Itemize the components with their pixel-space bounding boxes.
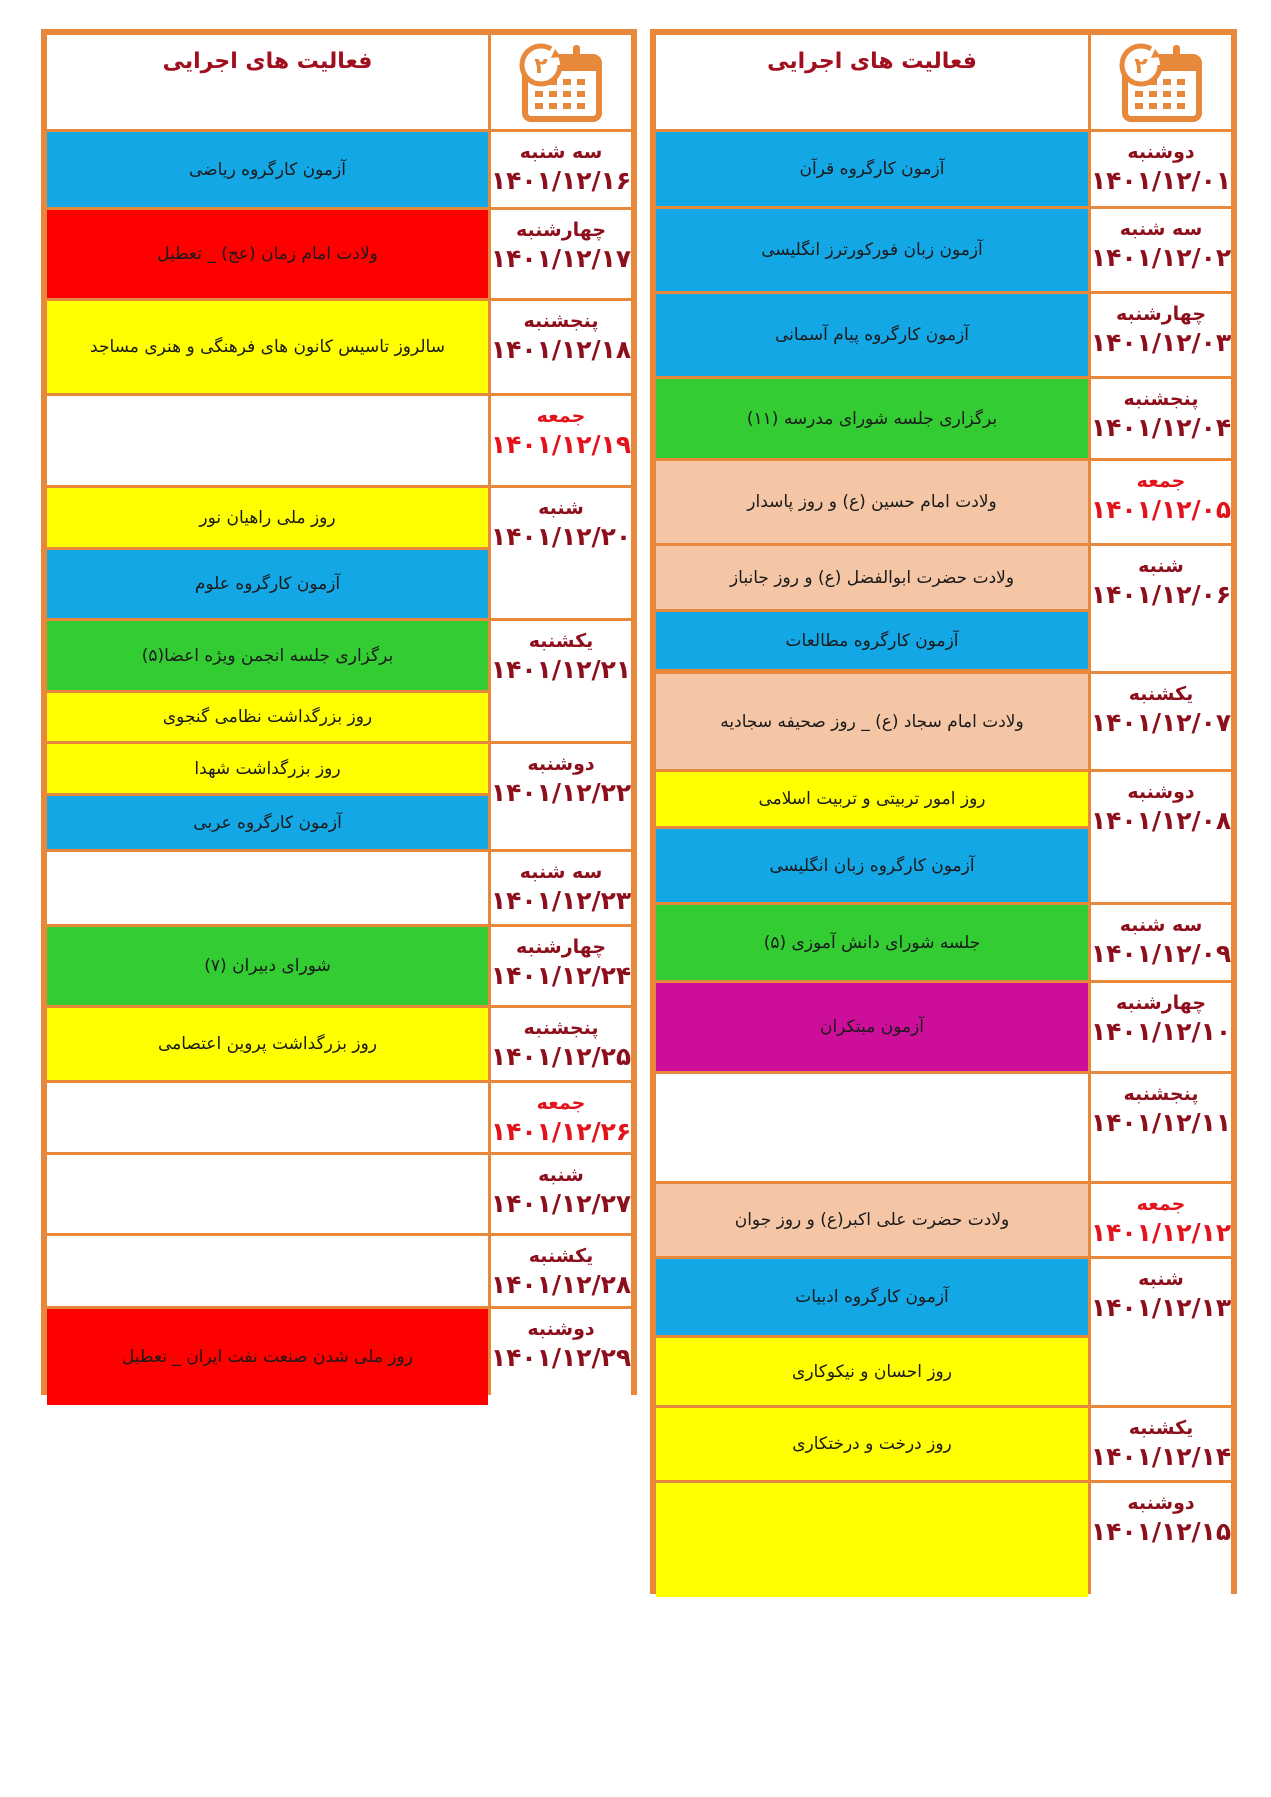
activity-item: روز بزرگداشت نظامی گنجوی	[47, 693, 488, 741]
date-cell	[1091, 379, 1231, 458]
weekday-label: پنجشنبه	[523, 1017, 599, 1039]
weekday-label: جمعه	[1136, 470, 1186, 492]
calendar-icon	[511, 39, 611, 125]
activity-cell	[47, 852, 488, 924]
date-cell	[1091, 983, 1231, 1071]
date-label: ۱۴۰۱/۱۲/۲۹	[490, 1343, 632, 1372]
activity-cell	[47, 927, 488, 1005]
weekday-label: سه شنبه	[519, 141, 603, 163]
date-cell	[491, 621, 631, 741]
date-label: ۱۴۰۱/۱۲/۲۶	[490, 1117, 632, 1146]
weekday-label: شنبه	[1138, 555, 1184, 577]
weekday-label: سه شنبه	[1119, 218, 1203, 240]
activity-cell	[656, 1259, 1088, 1405]
activity-cell	[656, 461, 1088, 543]
weekday-label: جمعه	[536, 1092, 586, 1114]
weekday-label: دوشنبه	[1127, 1492, 1195, 1514]
date-cell	[491, 301, 631, 393]
weekday-label: شنبه	[1138, 1268, 1184, 1290]
activity-cell	[47, 301, 488, 393]
date-cell	[491, 927, 631, 1005]
date-cell	[491, 1309, 631, 1405]
activity-item	[656, 1483, 1088, 1597]
weekday-label: دوشنبه	[1127, 781, 1195, 803]
date-label: ۱۴۰۱/۱۲/۱۲	[1090, 1218, 1232, 1247]
activity-cell	[656, 546, 1088, 671]
activity-cell	[47, 210, 488, 298]
date-label: ۱۴۰۱/۱۲/۲۲	[490, 778, 632, 807]
date-label: ۱۴۰۱/۱۲/۰۴	[1090, 413, 1232, 442]
date-label: ۱۴۰۱/۱۲/۱۰	[1090, 1017, 1232, 1046]
activity-item: سالروز تاسیس کانون های فرهنگی و هنری مساجد	[47, 301, 488, 393]
activity-item: آزمون کارگروه پیام آسمانی	[656, 294, 1088, 376]
date-label: ۱۴۰۱/۱۲/۰۳	[1090, 328, 1232, 357]
activity-cell	[656, 1184, 1088, 1256]
date-label: ۱۴۰۱/۱۲/۲۴	[490, 961, 632, 990]
date-label: ۱۴۰۱/۱۲/۰۷	[1090, 708, 1232, 737]
date-cell	[491, 852, 631, 924]
activity-item	[47, 396, 488, 485]
date-label: ۱۴۰۱/۱۲/۰۹	[1090, 939, 1232, 968]
date-label: ۱۴۰۱/۱۲/۲۸	[490, 1270, 632, 1299]
date-cell	[1091, 674, 1231, 769]
activity-item	[47, 852, 488, 924]
activity-item: روز بزرگداشت شهدا	[47, 744, 488, 793]
activity-item: آزمون کارگروه ادبیات	[656, 1259, 1088, 1335]
activity-cell	[656, 294, 1088, 376]
activity-cell	[47, 1309, 488, 1405]
activity-item: آزمون کارگروه علوم	[47, 550, 488, 618]
date-cell	[1091, 209, 1231, 291]
date-cell	[1091, 294, 1231, 376]
activity-cell	[656, 1408, 1088, 1480]
activity-cell	[47, 1236, 488, 1306]
weekday-label: یکشنبه	[528, 630, 594, 652]
date-label: ۱۴۰۱/۱۲/۲۵	[490, 1042, 632, 1071]
date-label: ۱۴۰۱/۱۲/۱۵	[1090, 1517, 1232, 1546]
date-cell	[1091, 1074, 1231, 1181]
date-cell	[491, 1155, 631, 1233]
activity-cell	[47, 132, 488, 207]
date-cell	[1091, 132, 1231, 206]
weekday-label: یکشنبه	[528, 1245, 594, 1267]
date-cell	[1091, 1483, 1231, 1597]
weekday-label: چهارشنبه	[1115, 992, 1207, 1014]
activity-item: روز ملی شدن صنعت نفت ایران _ تعطیل	[47, 1309, 488, 1405]
weekday-label: شنبه	[538, 497, 584, 519]
activity-item: جلسه شورای دانش آموزی (۵)	[656, 905, 1088, 980]
activity-item	[656, 1074, 1088, 1181]
activity-item	[47, 1083, 488, 1152]
weekday-label: یکشنبه	[1128, 683, 1194, 705]
weekday-label: چهارشنبه	[515, 936, 607, 958]
weekday-label: جمعه	[536, 405, 586, 427]
header-title: فعالیت های اجرایی	[656, 35, 1088, 129]
weekday-label: دوشنبه	[1127, 141, 1195, 163]
activity-cell	[47, 1008, 488, 1080]
header-icon-cell	[491, 35, 631, 129]
activity-item: برگزاری جلسه شورای مدرسه (۱۱)	[656, 379, 1088, 458]
weekday-label: پنجشنبه	[523, 310, 599, 332]
activity-item: آزمون زبان فورکورترز انگلیسی	[656, 209, 1088, 291]
activity-cell	[47, 488, 488, 618]
calendar-icon	[1111, 39, 1211, 125]
date-label: ۱۴۰۱/۱۲/۲۱	[490, 655, 632, 684]
activity-item: آزمون کارگروه عربی	[47, 796, 488, 849]
date-label: ۱۴۰۱/۱۲/۱۴	[1090, 1442, 1232, 1471]
activity-cell	[656, 132, 1088, 206]
activity-item: ولادت امام زمان (عج) _ تعطیل	[47, 210, 488, 298]
activity-cell	[656, 674, 1088, 769]
header-title: فعالیت های اجرایی	[47, 35, 488, 129]
weekday-label: چهارشنبه	[1115, 303, 1207, 325]
date-label: ۱۴۰۱/۱۲/۲۷	[490, 1189, 632, 1218]
activity-cell	[47, 621, 488, 741]
date-cell	[491, 488, 631, 618]
activity-item	[47, 1236, 488, 1306]
date-label: ۱۴۰۱/۱۲/۲۳	[490, 886, 632, 915]
calendar-icon-number: ۲	[1134, 54, 1148, 79]
date-label: ۱۴۰۱/۱۲/۱۷	[490, 244, 632, 273]
activity-item: آزمون کارگروه مطالعات	[656, 612, 1088, 669]
weekday-label: شنبه	[538, 1164, 584, 1186]
date-cell	[1091, 461, 1231, 543]
activity-cell	[47, 744, 488, 849]
activity-item: روز امور تربیتی و تربیت اسلامی	[656, 772, 1088, 826]
activity-item: روز احسان و نیکوکاری	[656, 1338, 1088, 1405]
activity-item: شورای دبیران (۷)	[47, 927, 488, 1005]
date-cell	[1091, 546, 1231, 671]
activity-cell	[47, 1083, 488, 1152]
weekday-label: سه شنبه	[519, 861, 603, 883]
date-label: ۱۴۰۱/۱۲/۰۵	[1090, 495, 1232, 524]
activity-cell	[47, 1155, 488, 1233]
date-cell	[1091, 1184, 1231, 1256]
date-cell	[491, 1008, 631, 1080]
date-label: ۱۴۰۱/۱۲/۰۲	[1090, 243, 1232, 272]
activity-cell	[656, 983, 1088, 1071]
date-label: ۱۴۰۱/۱۲/۰۸	[1090, 806, 1232, 835]
date-cell	[1091, 1408, 1231, 1480]
weekday-label: پنجشنبه	[1123, 1083, 1199, 1105]
calendar-icon-number: ۲	[534, 54, 548, 79]
date-cell	[1091, 772, 1231, 902]
activity-item: برگزاری جلسه انجمن ویژه اعضا(۵)	[47, 621, 488, 690]
activity-item: آزمون کارگروه قرآن	[656, 132, 1088, 206]
weekday-label: چهارشنبه	[515, 219, 607, 241]
date-label: ۱۴۰۱/۱۲/۰۱	[1090, 166, 1232, 195]
weekday-label: دوشنبه	[527, 1318, 595, 1340]
activity-item: ولادت امام سجاد (ع) _ روز صحیفه سجادیه	[656, 674, 1088, 769]
activity-item: ولادت حضرت ابوالفضل (ع) و روز جانباز	[656, 546, 1088, 609]
activity-item: روز بزرگداشت پروین اعتصامی	[47, 1008, 488, 1080]
activity-item: ولادت حضرت علی اکبر(ع) و روز جوان	[656, 1184, 1088, 1256]
weekday-label: دوشنبه	[527, 753, 595, 775]
date-cell	[491, 1236, 631, 1306]
date-label: ۱۴۰۱/۱۲/۲۰	[490, 522, 632, 551]
date-cell	[491, 396, 631, 485]
activity-cell	[656, 209, 1088, 291]
date-cell	[491, 744, 631, 849]
date-label: ۱۴۰۱/۱۲/۱۹	[490, 430, 632, 459]
activity-item: روز ملی راهیان نور	[47, 488, 488, 547]
date-cell	[491, 210, 631, 298]
weekday-label: پنجشنبه	[1123, 388, 1199, 410]
weekday-label: جمعه	[1136, 1193, 1186, 1215]
date-cell	[491, 132, 631, 207]
activity-item	[47, 1155, 488, 1233]
activity-item: آزمون کارگروه زبان انگلیسی	[656, 829, 1088, 902]
activity-cell	[656, 1483, 1088, 1597]
weekday-label: یکشنبه	[1128, 1417, 1194, 1439]
date-label: ۱۴۰۱/۱۲/۱۸	[490, 335, 632, 364]
activity-cell	[656, 1074, 1088, 1181]
schedule-table-right	[650, 29, 1237, 1594]
header-icon-cell	[1091, 35, 1231, 129]
activity-item: آزمون مبتکران	[656, 983, 1088, 1071]
weekday-label: سه شنبه	[1119, 914, 1203, 936]
date-label: ۱۴۰۱/۱۲/۱۶	[490, 166, 632, 195]
date-cell	[1091, 905, 1231, 980]
date-label: ۱۴۰۱/۱۲/۱۳	[1090, 1293, 1232, 1322]
activity-cell	[656, 905, 1088, 980]
activity-item: روز درخت و درختکاری	[656, 1408, 1088, 1480]
activity-cell	[656, 379, 1088, 458]
date-label: ۱۴۰۱/۱۲/۰۶	[1090, 580, 1232, 609]
activity-item: آزمون کارگروه ریاضی	[47, 132, 488, 207]
activity-item: ولادت امام حسین (ع) و روز پاسدار	[656, 461, 1088, 543]
date-cell	[491, 1083, 631, 1152]
activity-cell	[47, 396, 488, 485]
date-label: ۱۴۰۱/۱۲/۱۱	[1090, 1108, 1232, 1137]
activity-cell	[656, 772, 1088, 902]
schedule-table-left	[41, 29, 637, 1395]
date-cell	[1091, 1259, 1231, 1405]
